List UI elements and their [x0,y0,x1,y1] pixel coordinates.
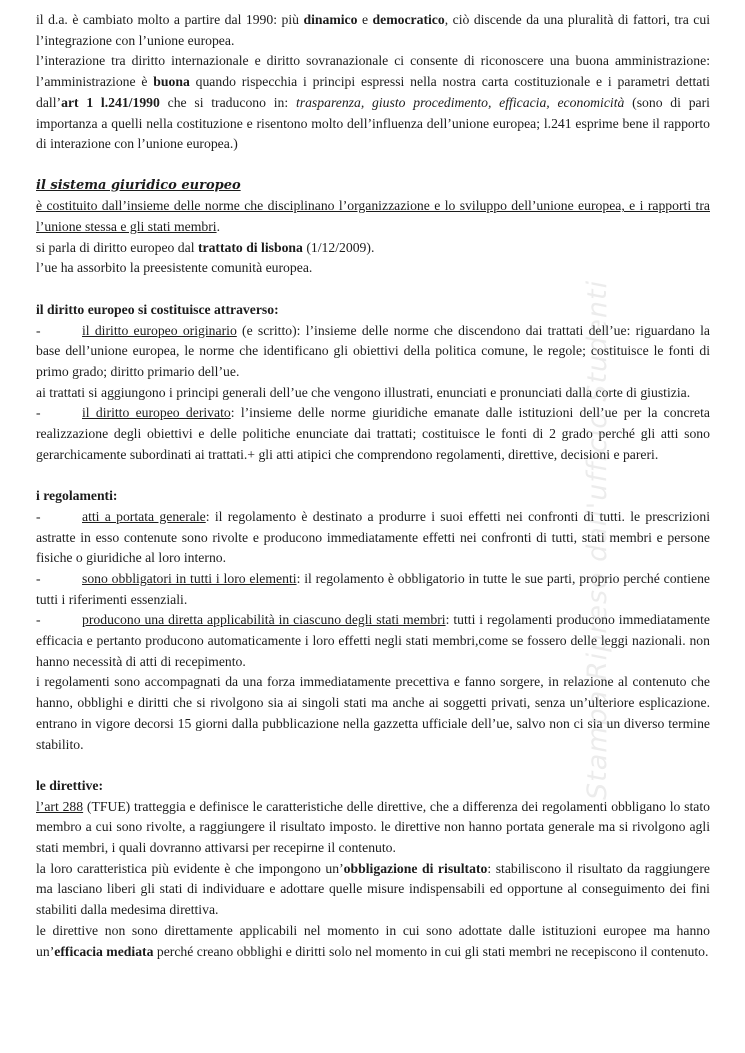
underlined-term: atti a portata generale [82,508,206,524]
watermark: Stampa Ripreso dall'ufficio Studenti [582,279,613,800]
bold-term: buona [153,74,190,90]
text-run: quando rispecchia i principi espressi nella nostra carta costituzionale e i parametri dettati dall’ [36,74,710,110]
section-heading-costituisce: il diritto europeo si costituisce attraverso: [36,301,279,317]
underlined-term: l’art 288 [36,798,84,814]
text-run: : il regolamento è destinato a produrre i suoi effetti nei confronti di tutti. le prescrizioni astratte in esso contenute sono rivolte e producono immediatamente effetti nei confronti di tutti, stati membri e persone fisiche o giuridiche al loro interno. [36,508,710,566]
text-run: e [357,12,373,27]
text-run: . [216,219,220,235]
text-run: : tutti i regolamenti producono immediatamente efficacia e pertanto producono automaticamente i loro effetti negli stati membri,come se fossero delle leggi nazionali. non hanno necessità di atti di recepimento. [36,612,710,669]
text-run: (sono di pari importanza a quelli nella costituzione e risentono molto dell’influenza dell’unione europea; l.241 esprime bene il rapporto di interazione con l’unione europea.) [36,94,710,152]
direttive-paragraph-1 [36,797,710,859]
text-run: l’interazione tra diritto internazionale e diritto sovranazionale ci consente di riconoscere una buona amministrazione: l’amministrazione è [36,53,710,90]
intro-paragraph-2 [36,51,710,155]
direttive-paragraph-3 [36,921,710,962]
bold-term: democratico [372,12,445,27]
sistema-definition [36,196,710,237]
dash-marker: - [36,612,41,628]
section-heading-sistema: il sistema giuridico europeo [36,177,241,193]
principi-paragraph: ai trattati si aggiungono i principi generali dell’ue che vengono illustrati, enunciati e pronunciati dalla corte di giustizia. [36,384,691,400]
regolamenti-paragraph: i regolamenti sono accompagnati da una forza immediatamente precettiva e fanno sorgere, in relazione al contenuto che hanno, obblighi e diritti che si rivolgono sia ai singoli stati ma anche ai soggetti privati, senza un’ulteriore esplicazione. entrano in vigore decorsi 15 giorni dalla pubblicazione nella gazzetta ufficiale dell’ue, salvo non ci sia un diverso termine stabilito. [36,674,710,752]
text-run: (1/12/2009). [302,239,375,255]
dash-marker: - [36,405,41,421]
text-run: si parla di diritto europeo dal [36,239,198,255]
text-run: la loro caratteristica più evidente è che impongono un’ [36,860,344,876]
bold-term: trattato di lisbona [197,239,303,255]
underlined-term: il diritto europeo derivato [82,405,231,421]
dash-marker: - [36,508,41,524]
text-run: (e scritto): l’insieme delle norme che discendono dai trattati dell’ue: riguardano la base dell’unione europea, le norme che identificano gli obiettivi della politica comune, le regole; costituisce le fonti di primo grado; diritto primario dell’ue. [36,322,710,379]
underlined-term: producono una diretta applicabilità in ciascuno degli stati membri [82,612,446,628]
dash-marker: - [36,322,41,338]
text-run: : il regolamento è obbligatorio in tutte le sue parti, proprio perché contiene tutti i riferimenti essenziali. [36,570,710,607]
text-run: perché creano obblighi e diritti solo nel momento in cui gli stati membri ne recepiscono il contenuto. [153,943,709,959]
bold-term: art 1 l.241/1990 [61,94,160,110]
text-run: : l’insieme delle norme giuridiche emanate dalle istituzioni dell’ue per la concreta realizzazione degli obiettivi e delle politiche enunciate dai trattati; costituisce le fonti di 2 grado perché gli atti sono gerarchicamente subordinati ai trattati.+ gli atti atipici che comprendono regolamenti, direttive, decisioni e pareri. [36,405,710,462]
underlined-term: il diritto europeo originario [82,322,237,338]
text-run: , ciò discende da una pluralità di fattori, tra cui l’integrazione con l’unione europea. [36,12,710,48]
italic-term: trasparenza, giusto procedimento, efficacia, economicità [295,94,625,110]
text-run: il d.a. è cambiato molto a partire dal 1990: più [36,12,304,27]
section-heading-direttive: le direttive: [36,777,104,793]
bold-term: efficacia mediata [54,943,154,959]
underlined-definition: è costituito dall’insieme delle norme che disciplinano l’organizzazione e lo sviluppo dell’unione europea, e i rapporti tra l’unione stessa e gli stati membri [36,198,710,235]
text-run: : stabiliscono il risultato da raggiungere ma lasciano liberi gli stati di individuare e adottare quelle misure indispensabili ed opportune al conseguimento dei fini stabiliti dalla medesima direttiva. [36,860,710,918]
text-run: (TFUE) tratteggia e definisce le caratteristiche delle direttive, che a differenza dei regolamenti obbligano lo stato membro a cui sono rivolte, a raggiungere il risultato imposto. le direttive non hanno portata generale ma si rivolgono agli stati membri, i quali dovranno attivarsi per recepirne il contenuto. [36,798,710,856]
text-run: le direttive non sono direttamente applicabili nel momento in cui sono adottate dalle istituzioni europee ma hanno un’ [36,922,710,959]
section-heading-regolamenti: i regolamenti: [36,488,118,504]
text-run: che si traducono in: [159,94,296,110]
sistema-assorbito: l’ue ha assorbito la preesistente comunità europea. [36,260,313,276]
intro-paragraph-1 [36,10,710,51]
bold-term: obbligazione di risultato [343,860,488,876]
direttive-paragraph-2 [36,859,710,921]
dash-marker: - [36,570,41,586]
bold-term: dinamico [303,12,358,27]
underlined-term: sono obbligatori in tutti i loro elementi [82,570,297,586]
sistema-lisbona [36,238,710,259]
